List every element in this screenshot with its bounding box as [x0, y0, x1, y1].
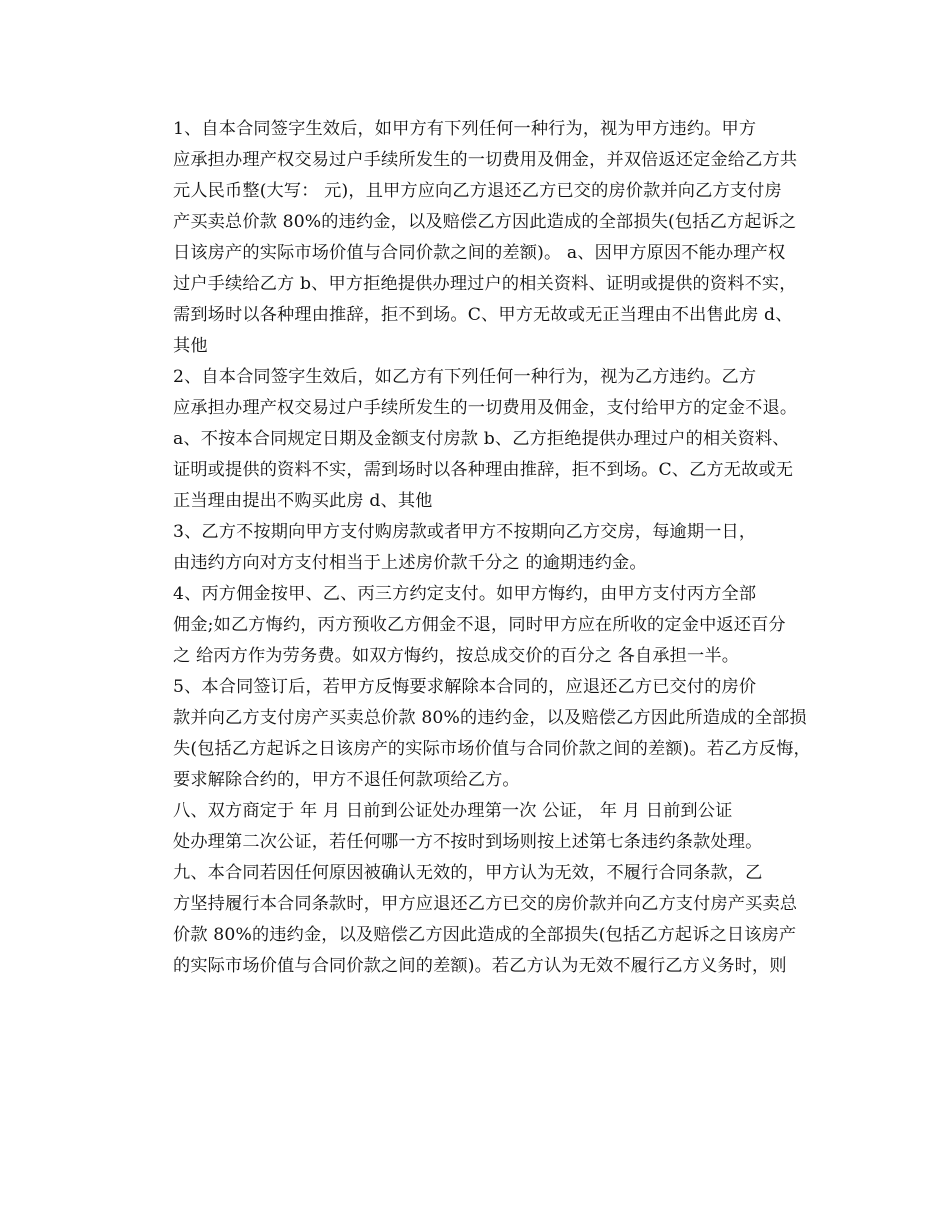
- text-line: 失(包括乙方起诉之日该房产的实际市场价值与合同价款之间的差额)。若乙方反悔，: [173, 739, 811, 759]
- text-line: 应承担办理产权交易过户手续所发生的一切费用及佣金，并双倍返还定金给乙方共: [173, 150, 798, 170]
- text-line: 元人民币整(大写： 元)，且甲方应向乙方退还乙方已交的房价款并向乙方支付房: [173, 181, 782, 201]
- text-line: 产买卖总价款 80%的违约金，以及赔偿乙方因此造成的全部损失(包括乙方起诉之: [173, 212, 797, 232]
- text-line: 4、丙方佣金按甲、乙、丙三方约定支付。如甲方悔约，由甲方支付丙方全部: [173, 584, 757, 604]
- text-line: 其他: [173, 336, 208, 356]
- text-line: 5、本合同签订后，若甲方反悔要求解除本合同的，应退还乙方已交付的房价: [173, 677, 757, 697]
- clause-paragraph: [139, 362, 823, 517]
- text-line: 1、自本合同签字生效后，如甲方有下列任何一种行为，视为甲方违约。甲方: [173, 119, 757, 139]
- text-line: 八、双方商定于 年 月 日前到公证处办理第一次 公证， 年 月 日前到公证: [173, 801, 733, 821]
- clause-paragraph: [139, 517, 823, 579]
- text-line: a、不按本合同规定日期及金额支付房款 b、乙方拒绝提供办理过户的相关资料、: [173, 429, 790, 449]
- text-line: 九、本合同若因任何原因被确认无效的，甲方认为无效，不履行合同条款，乙: [173, 863, 763, 883]
- clause-paragraph: [139, 858, 823, 982]
- text-line: 日该房产的实际市场价值与合同价款之间的差额)。 a、因甲方原因不能办理产权: [173, 243, 786, 263]
- text-line: 方坚持履行本合同条款时，甲方应退还乙方已交的房价款并向乙方支付房产买卖总: [173, 894, 798, 914]
- text-line: 款并向乙方支付房产买卖总价款 80%的违约金，以及赔偿乙方因此所造成的全部损: [173, 708, 807, 728]
- text-line: 应承担办理产权交易过户手续所发生的一切费用及佣金，支付给甲方的定金不退。: [173, 398, 798, 418]
- text-line: 正当理由提出不购买此房 d、其他: [173, 491, 433, 511]
- text-line: 过户手续给乙方 b、甲方拒绝提供办理过户的相关资料、证明或提供的资料不实，: [173, 274, 797, 294]
- text-line: 需到场时以各种理由推辞，拒不到场。C、甲方无故或无正当理由不出售此房 d、: [173, 305, 793, 325]
- clause-paragraph: [139, 672, 823, 796]
- clause-paragraph: [139, 579, 823, 672]
- clause-paragraph: [139, 114, 823, 362]
- text-line: 价款 80%的违约金，以及赔偿乙方因此造成的全部损失(包括乙方起诉之日该房产: [173, 925, 797, 945]
- text-line: 由违约方向对方支付相当于上述房价款千分之 的逾期违约金。: [173, 553, 647, 573]
- clause-paragraph: [139, 796, 823, 858]
- text-line: 处办理第二次公证，若任何哪一方不按时到场则按上述第七条违约条款处理。: [173, 832, 763, 852]
- text-line: 3、乙方不按期向甲方支付购房款或者甲方不按期向乙方交房，每逾期一日，: [173, 522, 757, 542]
- text-line: 的实际市场价值与合同价款之间的差额)。若乙方认为无效不履行乙方义务时，则: [173, 956, 787, 976]
- text-line: 2、自本合同签字生效后，如乙方有下列任何一种行为，视为乙方违约。乙方: [173, 367, 757, 387]
- text-line: 佣金;如乙方悔约，丙方预收乙方佣金不退，同时甲方应在所收的定金中返还百分: [173, 615, 786, 635]
- text-line: 证明或提供的资料不实，需到场时以各种理由推辞，拒不到场。C、乙方无故或无: [173, 460, 794, 480]
- text-line: 要求解除合约的，甲方不退任何款项给乙方。: [173, 770, 520, 790]
- text-line: 之 给丙方作为劳务费。如双方悔约，按总成交价的百分之 各自承担一半。: [173, 646, 740, 666]
- document-body: [139, 114, 823, 982]
